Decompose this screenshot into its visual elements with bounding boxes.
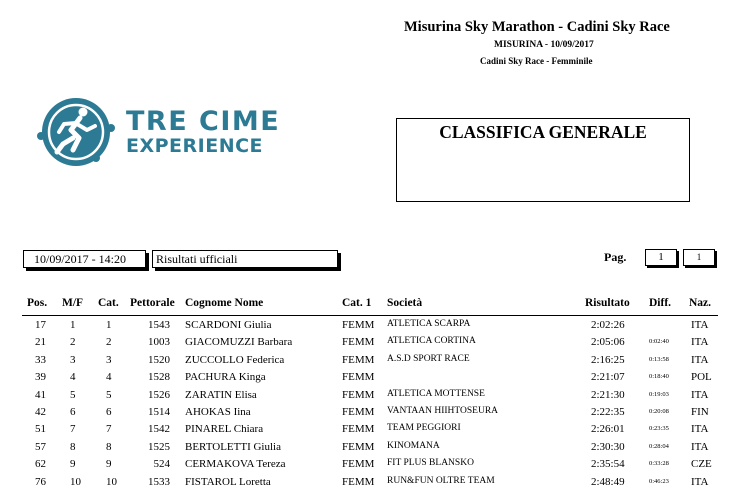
cell-pos: 57 <box>35 440 46 453</box>
page-number: 1 <box>645 249 677 266</box>
cell-pos: 33 <box>35 353 46 366</box>
cell-pettorale: 524 <box>153 458 170 471</box>
cell-pettorale: 1526 <box>148 388 170 401</box>
cell-pettorale: 1543 <box>148 319 170 331</box>
cell-mf: 3 <box>70 353 76 366</box>
cell-naz: FIN <box>691 405 709 418</box>
table-row <box>0 423 741 440</box>
cell-diff: 0:02:40 <box>649 338 669 346</box>
cell-cat1: FEMM <box>342 440 375 453</box>
cell-pos: 62 <box>35 458 46 471</box>
cell-nome: AHOKAS Iina <box>185 405 251 418</box>
cell-mf: 6 <box>70 405 76 418</box>
cell-nome: ZARATIN Elisa <box>185 388 257 401</box>
event-location-date: MISURINA - 10/09/2017 <box>494 40 594 50</box>
cell-diff: 0:33:28 <box>649 460 669 468</box>
cell-risultato: 2:22:35 <box>591 405 625 418</box>
page-label: Pag. <box>604 250 627 264</box>
cell-cat: 4 <box>106 371 112 384</box>
cell-pos: 51 <box>35 423 46 436</box>
classifica-box <box>396 118 690 202</box>
table-row <box>0 354 741 371</box>
cell-risultato: 2:26:01 <box>591 423 625 436</box>
logo-word-tre-cime: TRE CIME <box>126 106 281 137</box>
cell-risultato: 2:16:25 <box>591 353 625 366</box>
cell-cat1: FEMM <box>342 319 375 331</box>
cell-diff: 0:23:35 <box>649 425 669 433</box>
event-category: Cadini Sky Race - Femminile <box>480 56 593 66</box>
cell-risultato: 2:21:07 <box>591 371 625 384</box>
cell-nome: SCARDONI Giulia <box>185 319 272 331</box>
cell-risultato: 2:48:49 <box>591 475 625 488</box>
col-header-diff: Diff. <box>649 297 672 309</box>
cell-mf: 10 <box>70 475 81 488</box>
col-header-pos: Pos. <box>27 297 48 309</box>
cell-cat1: FEMM <box>342 388 375 401</box>
cell-mf: 5 <box>70 388 76 401</box>
cell-naz: ITA <box>691 336 709 349</box>
table-row <box>0 406 741 423</box>
cell-cat1: FEMM <box>342 353 375 366</box>
cell-cat: 1 <box>106 319 112 331</box>
cell-cat: 5 <box>106 388 112 401</box>
cell-nome: PACHURA Kinga <box>185 371 266 384</box>
cell-cat: 2 <box>106 336 112 349</box>
cell-cat: 10 <box>106 475 117 488</box>
table-row <box>0 319 741 336</box>
cell-pettorale: 1520 <box>148 353 170 366</box>
cell-risultato: 2:35:54 <box>591 458 625 471</box>
cell-cat1: FEMM <box>342 336 375 349</box>
cell-cat1: FEMM <box>342 475 375 488</box>
cell-diff: 0:28:04 <box>649 442 669 450</box>
cell-risultato: 2:02:26 <box>591 319 625 331</box>
table-row <box>0 389 741 406</box>
col-header-mf: M/F <box>62 297 84 309</box>
cell-societa: KINOMANA <box>387 440 440 451</box>
cell-mf: 7 <box>70 423 76 436</box>
cell-diff: 0:20:08 <box>649 407 669 415</box>
cell-risultato: 2:30:30 <box>591 440 625 453</box>
cell-risultato: 2:21:30 <box>591 388 625 401</box>
cell-societa: RUN&FUN OLTRE TEAM <box>387 475 495 486</box>
table-row <box>0 441 741 458</box>
cell-naz: ITA <box>691 475 709 488</box>
cell-cat1: FEMM <box>342 371 375 384</box>
cell-naz: ITA <box>691 319 709 331</box>
cell-societa: ATLETICA CORTINA <box>387 336 476 347</box>
cell-diff: 0:18:40 <box>649 373 669 381</box>
cell-pettorale: 1528 <box>148 371 170 384</box>
table-row <box>0 371 741 388</box>
classifica-title: CLASSIFICA GENERALE <box>439 122 647 142</box>
cell-pettorale: 1542 <box>148 423 170 436</box>
cell-pos: 21 <box>35 336 46 349</box>
cell-nome: GIACOMUZZI Barbara <box>185 336 293 349</box>
cell-diff: 0:46:23 <box>649 477 669 485</box>
event-title: Misurina Sky Marathon - Cadini Sky Race <box>404 19 670 35</box>
cell-pos: 76 <box>35 475 46 488</box>
cell-pos: 17 <box>35 319 46 331</box>
cell-naz: ITA <box>691 353 709 366</box>
cell-mf: 8 <box>70 440 76 453</box>
cell-risultato: 2:05:06 <box>591 336 625 349</box>
cell-societa: ATLETICA SCARPA <box>387 319 471 329</box>
logo-word-experience: EXPERIENCE <box>126 135 264 157</box>
cell-societa: ATLETICA MOTTENSE <box>387 388 485 399</box>
cell-mf: 1 <box>70 319 76 331</box>
cell-societa: TEAM PEGGIORI <box>387 423 461 434</box>
cell-cat: 8 <box>106 440 112 453</box>
cell-pos: 39 <box>35 371 46 384</box>
cell-naz: ITA <box>691 423 709 436</box>
table-row <box>0 476 741 493</box>
col-header-cat1: Cat. 1 <box>342 297 372 309</box>
cell-nome: BERTOLETTI Giulia <box>185 440 281 453</box>
cell-pos: 42 <box>35 405 46 418</box>
cell-naz: ITA <box>691 388 709 401</box>
col-header-cat: Cat. <box>98 297 119 309</box>
cell-nome: PINAREL Chiara <box>185 423 264 436</box>
page-total: 1 <box>683 249 715 266</box>
cell-cat: 9 <box>106 458 112 471</box>
datetime-field: 10/09/2017 - 14:20 <box>23 250 146 268</box>
table-row <box>0 458 741 475</box>
table-row <box>0 336 741 353</box>
results-table-body <box>0 319 741 493</box>
cell-pettorale: 1514 <box>148 405 170 418</box>
cell-diff: 0:13:58 <box>649 355 669 363</box>
cell-societa: FIT PLUS BLANSKO <box>387 458 474 469</box>
cell-diff: 0:19:03 <box>649 390 669 398</box>
cell-cat1: FEMM <box>342 423 375 436</box>
col-header-nome: Cognome Nome <box>185 297 264 309</box>
cell-cat1: FEMM <box>342 458 375 471</box>
cell-societa: A.S.D SPORT RACE <box>387 353 470 364</box>
cell-naz: CZE <box>691 458 712 471</box>
cell-pettorale: 1003 <box>148 336 170 349</box>
cell-mf: 2 <box>70 336 76 349</box>
status-field: Risultati ufficiali <box>152 250 338 268</box>
cell-naz: ITA <box>691 440 709 453</box>
cell-pos: 41 <box>35 388 46 401</box>
cell-nome: FISTAROL Loretta <box>185 475 271 488</box>
cell-nome: CERMAKOVA Tereza <box>185 458 286 471</box>
cell-societa: VANTAAN HIIHTOSEURA <box>387 405 499 416</box>
cell-cat: 3 <box>106 353 112 366</box>
runner-logo-icon <box>33 94 119 170</box>
cell-cat: 6 <box>106 405 112 418</box>
cell-naz: POL <box>691 371 712 384</box>
cell-mf: 9 <box>70 458 76 471</box>
col-header-societa: Società <box>387 297 423 309</box>
cell-mf: 4 <box>70 371 76 384</box>
col-header-naz: Naz. <box>689 297 712 309</box>
cell-cat1: FEMM <box>342 405 375 418</box>
col-header-risultato: Risultato <box>585 297 630 309</box>
header-divider <box>22 315 718 316</box>
cell-pettorale: 1533 <box>148 475 170 488</box>
cell-nome: ZUCCOLLO Federica <box>185 353 285 366</box>
cell-pettorale: 1525 <box>148 440 170 453</box>
cell-cat: 7 <box>106 423 112 436</box>
col-header-pettorale: Pettorale <box>130 297 175 309</box>
